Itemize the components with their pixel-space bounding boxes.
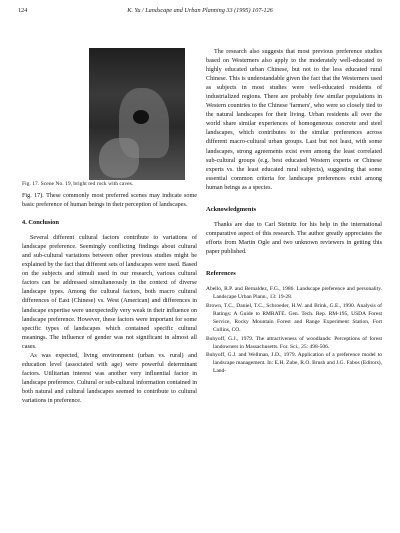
running-header — [18, 7, 382, 19]
acknowledgments-text: Thanks are due to Carl Steinitz for his help in the international comparative aspect of this research. The author greatly appreciates the efforts from Martin Ogle and two unknown reviewers in getting this paper published. — [206, 221, 382, 255]
page-number: 124 — [18, 7, 28, 14]
rock-shape — [99, 138, 139, 178]
conclusion-paragraph: Several different cultural factors contribute to variations of landscape preference. Seemingly conflicting findings about cultural and sub-cultural variations between other previous studies might be explained by the fact that different sets of landscapes were used. Based on the subjects and stimuli used in our research, various cultural factors can be addressed simultaneously in the context of diverse landscape types. Among the cultural factors, both macro cultural differences of East (Chinese) vs. West (American) and differences in landscape expertise were unexpectedly very weak in their influence on landscape preference. However, these factors were important for some specific types of landscapes which contained specific cultural meanings. The influence of gender was not significant in almost all cases. — [22, 235, 197, 350]
left-column — [22, 192, 197, 406]
running-title: K. Yu / Landscape and Urban Planning 33 (1995) 107-126 — [127, 7, 273, 14]
figure-caption: Fig. 17. Scene No. 19, bright red rock with caves. — [22, 181, 134, 187]
reference-item: Brown, T.C., Daniel, T.C., Schroeder, H.W. and Brink, G.E., 1990. Analysis of Ratings: A Guide to RMRATE. Gen. Tech. Rep. RM-195, USDA Forest Service, Rocky Mountain Forest and Range Experiment Station, Fort Collins, CO. — [206, 302, 382, 333]
section-title-conclusion: 4. Conclusion — [22, 219, 59, 227]
section-title-acknowledgments: Acknowledgments — [206, 205, 257, 213]
figure-photo — [89, 48, 185, 180]
reference-item: Buhyoff, G.J. and Wellman, J.D., 1979. Application of a preference model to landscape management. In: E.H. Zube, R.O. Brush and J.G. Fabos (Editors), Land- — [206, 352, 382, 375]
section-title-references: References — [206, 269, 236, 277]
right-column — [206, 48, 382, 376]
intro-paragraph: Fig. 17). These commonly most preferred scenes may indicate some basic preference of human beings in their perception of landscapes. — [22, 193, 197, 209]
reference-item: Abello, R.P. and Bernaldez, F.G., 1986. Landscape preference and personality. Landscape Urban Plann., 13: 19-28. — [206, 286, 382, 301]
body-paragraph: The research also suggests that most previous preference studies based on Westerners also apply to the moderately well-educated to highly educated urban Chinese, but not to the less educated rural Chinese. This is understandable given the fact that the Westerners used as subjects in most studies were well-educated residents of industrialized regions. There are probably few similar populations in Western countries to the Chinese 'farmers', who were so closely tied to the natural landscapes for their living. Urban residents all over the world share similar experiences of homogeneous concrete and steel landscapes, which contributes to the similar preferences across different macro-cultural urban groups. Last but not least, with some landscapes, strong agreements exist even among the least correlated sub-cultural groups (e.g. best educated Western experts or Chinese experts vs. the least educated rural subjects), suggesting that some essential common criteria for landscape preferences exist among human beings as a species. — [206, 49, 382, 191]
reference-item: Buhyoff, G.J., 1979. The attractiveness of woodlands: Perceptions of forest landowners in Massachusetts. For. Sci., 25: 498-506. — [206, 335, 382, 350]
references-list — [206, 285, 382, 376]
conclusion-paragraph: As was expected, living environment (urban vs. rural) and education level (associated with age) were powerful determinant factors. Utilitarian interest was another very influential factor in landscape preference. Cultural or sub-cultural information contained in both natural and cultural landscapes seemed to contribute to cultural variations in preference. — [22, 352, 197, 404]
cave-opening — [133, 110, 149, 124]
